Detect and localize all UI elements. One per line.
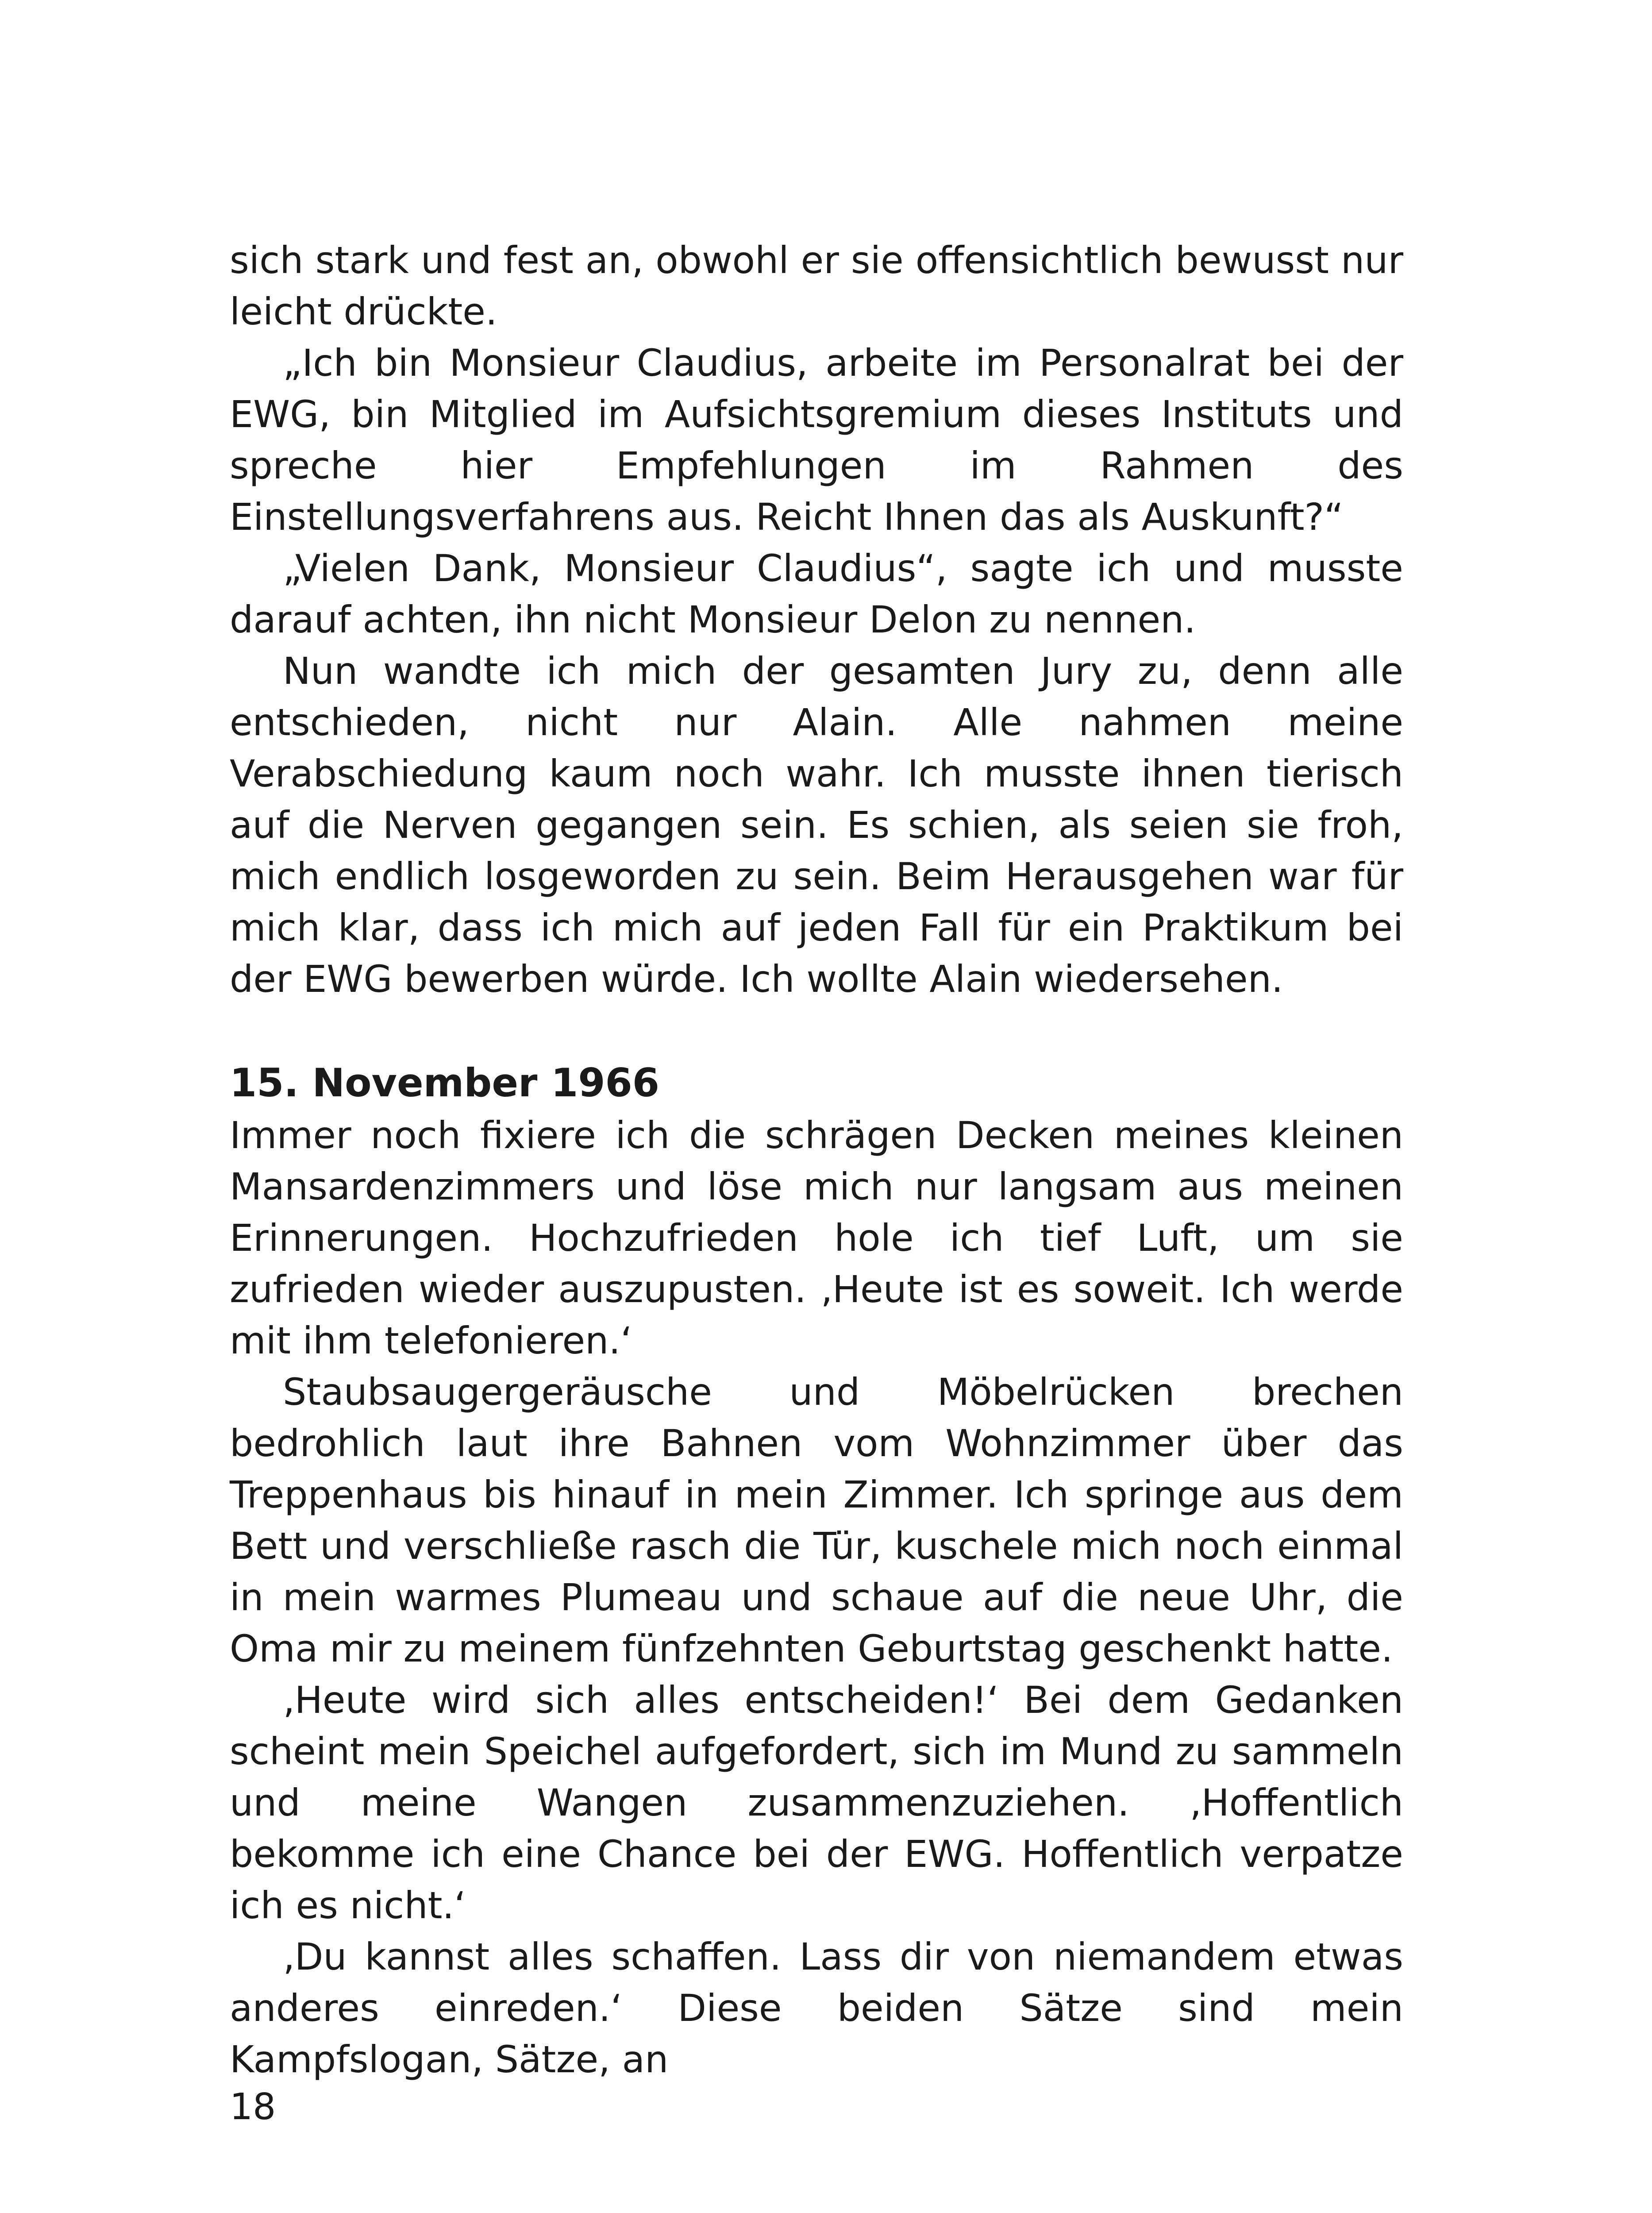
paragraph: ‚Heute wird sich alles entscheiden!‘ Bei dem Gedanken scheint mein Speichel aufgefordert, sich im Mund zu sammeln und meine Wangen zusammenzuziehen. ‚Hoffentlich bekomme ich eine Chance bei der EWG. Hoffentlich verpatze ich es nicht.‘ bbox=[230, 1678, 1403, 1927]
paragraph: „Vielen Dank, Monsieur Claudius“, sagte ich und musste darauf achten, ihn nicht Monsieur Delon zu nennen. bbox=[230, 547, 1403, 641]
paragraph: „Ich bin Monsieur Claudius, arbeite im Personalrat bei der EWG, bin Mitglied im Aufsichtsgremium dieses Instituts und spreche hier Empfehlungen im Rahmen des Einstellungsverfahrens aus. Reicht Ihnen das als Auskunft?“ bbox=[230, 341, 1403, 539]
paragraph: Staubsaugergeräusche und Möbelrücken brechen bedrohlich laut ihre Bahnen vom Wohnzimmer über das Treppenhaus bis hinauf in mein Zimmer. Ich springe aus dem Bett und verschließe rasch die Tür, kuschele mich noch einmal in mein warmes Plumeau und schaue auf die neue Uhr, die Oma mir zu meinem fünfzehnten Geburtstag geschenkt hatte. bbox=[230, 1370, 1403, 1670]
text-block-bottom bbox=[230, 1110, 1403, 2085]
section-heading: 15. November 1966 bbox=[230, 1060, 660, 1106]
text-block-top bbox=[230, 235, 1403, 1005]
paragraph: Nun wandte ich mich der gesamten Jury zu, denn alle entschieden, nicht nur Alain. Alle nahmen meine Verabschiedung kaum noch wahr. Ich musste ihnen tierisch auf die Nerven gegangen sein. Es schien, als seien sie froh, mich endlich losgeworden zu sein. Beim Herausgehen war für mich klar, dass ich mich auf jeden Fall für ein Praktikum bei der EWG bewerben würde. Ich wollte Alain wiedersehen. bbox=[230, 649, 1403, 1001]
page-number: 18 bbox=[230, 2086, 276, 2128]
paragraph: sich stark und fest an, obwohl er sie offensichtlich bewusst nur leicht drückte. bbox=[230, 239, 1403, 333]
paragraph: ‚Du kannst alles schaffen. Lass dir von niemandem etwas anderes einreden.‘ Diese beiden Sätze sind mein Kampfslogan, Sätze, an bbox=[230, 1935, 1403, 2081]
paragraph: Immer noch fixiere ich die schrägen Decken meines kleinen Mansardenzimmers und löse mich nur langsam aus meinen Erinnerungen. Hochzufrieden hole ich tief Luft, um sie zufrieden wieder auszupusten. ‚Heute ist es soweit. Ich werde mit ihm telefonieren.‘ bbox=[230, 1114, 1403, 1362]
